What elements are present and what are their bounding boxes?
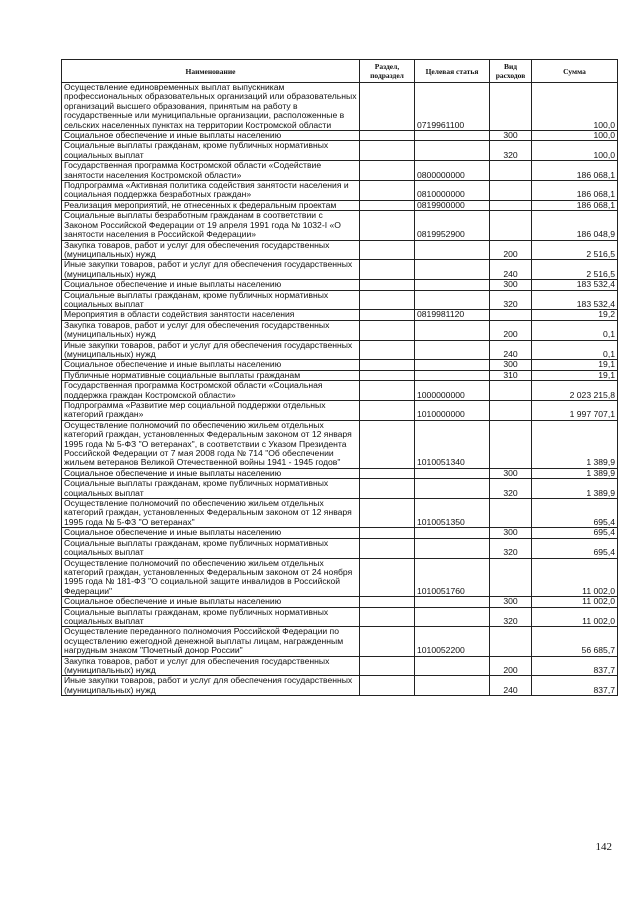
cell-expense-type: 310	[490, 370, 532, 380]
header-row	[62, 60, 618, 83]
cell-section	[360, 420, 415, 468]
cell-expense-type: 300	[490, 528, 532, 538]
table-row	[62, 676, 618, 696]
table-row	[62, 211, 618, 240]
cell-target	[415, 240, 490, 260]
cell-target: 0819900000	[415, 200, 490, 210]
cell-expense-type: 300	[490, 131, 532, 141]
cell-section	[360, 280, 415, 290]
table-row	[62, 381, 618, 401]
table-row	[62, 401, 618, 421]
cell-section	[360, 656, 415, 676]
cell-target: 0819981120	[415, 310, 490, 320]
cell-target	[415, 131, 490, 141]
cell-amount: 1 389,9	[532, 479, 618, 499]
cell-amount: 1 389,9	[532, 468, 618, 478]
cell-target	[415, 528, 490, 538]
cell-section	[360, 381, 415, 401]
cell-amount: 695,4	[532, 499, 618, 528]
cell-section	[360, 538, 415, 558]
cell-amount: 1 389,9	[532, 420, 618, 468]
cell-amount: 186 068,1	[532, 200, 618, 210]
header-amount: Сумма	[532, 60, 618, 83]
cell-section	[360, 558, 415, 597]
cell-amount: 19,1	[532, 370, 618, 380]
cell-expense-type	[490, 627, 532, 656]
cell-amount: 1 997 707,1	[532, 401, 618, 421]
cell-target: 1010052200	[415, 627, 490, 656]
cell-expense-type	[490, 181, 532, 201]
cell-target: 0800000000	[415, 161, 490, 181]
header-name: Наименование	[62, 60, 360, 83]
cell-target	[415, 141, 490, 161]
cell-expense-type: 320	[490, 479, 532, 499]
cell-target	[415, 607, 490, 627]
cell-section	[360, 528, 415, 538]
cell-target: 1000000000	[415, 381, 490, 401]
cell-target	[415, 360, 490, 370]
cell-target	[415, 290, 490, 310]
table-row	[62, 558, 618, 597]
cell-target	[415, 538, 490, 558]
cell-section	[360, 83, 415, 131]
cell-expense-type	[490, 420, 532, 468]
cell-amount: 186 048,9	[532, 211, 618, 240]
table-row	[62, 131, 618, 141]
cell-expense-type: 320	[490, 290, 532, 310]
cell-amount: 2 516,5	[532, 240, 618, 260]
table-row	[62, 627, 618, 656]
cell-amount: 11 002,0	[532, 607, 618, 627]
table-row	[62, 538, 618, 558]
cell-name: Осуществление полномочий по обеспечению жильем отдельных категорий граждан, установленных Федеральным законом от 12 января 1995 года № 5-ФЗ "О ветеранах", в соответствии с Указом Президента Российской Федерации от 7 мая 2008 года № 714 "Об обеспечении жильем ветеранов Великой Отечественной войны 1941 - 1945 годов"	[62, 420, 360, 468]
cell-name: Иные закупки товаров, работ и услуг для обеспечения государственных (муниципальных) нужд	[62, 676, 360, 696]
cell-expense-type: 320	[490, 538, 532, 558]
cell-amount: 695,4	[532, 538, 618, 558]
cell-name: Осуществление полномочий по обеспечению жильем отдельных категорий граждан, установленных Федеральным законом от 24 ноября 1995 года № 181-ФЗ "О социальной защите инвалидов в Российской Федерации"	[62, 558, 360, 597]
cell-name: Государственная программа Костромской области «Содействие занятости населения Костромской области»	[62, 161, 360, 181]
table-row	[62, 607, 618, 627]
cell-name: Социальное обеспечение и иные выплаты населению	[62, 528, 360, 538]
cell-name: Социальные выплаты гражданам, кроме публичных нормативных социальных выплат	[62, 290, 360, 310]
cell-expense-type	[490, 381, 532, 401]
table-row	[62, 161, 618, 181]
cell-expense-type	[490, 401, 532, 421]
cell-amount: 19,2	[532, 310, 618, 320]
table-row	[62, 310, 618, 320]
cell-expense-type: 200	[490, 320, 532, 340]
cell-name: Закупка товаров, работ и услуг для обеспечения государственных (муниципальных) нужд	[62, 320, 360, 340]
table-row	[62, 141, 618, 161]
cell-name: Социальное обеспечение и иные выплаты населению	[62, 280, 360, 290]
table-row	[62, 499, 618, 528]
cell-target: 0819952900	[415, 211, 490, 240]
cell-section	[360, 141, 415, 161]
table-header	[62, 60, 618, 83]
cell-section	[360, 310, 415, 320]
cell-amount: 186 068,1	[532, 181, 618, 201]
cell-section	[360, 240, 415, 260]
table-row	[62, 360, 618, 370]
cell-target	[415, 340, 490, 360]
table-row	[62, 83, 618, 131]
cell-amount: 100,0	[532, 141, 618, 161]
cell-name: Социальные выплаты гражданам, кроме публичных нормативных социальных выплат	[62, 141, 360, 161]
cell-amount: 100,0	[532, 83, 618, 131]
cell-amount: 2 023 215,8	[532, 381, 618, 401]
cell-expense-type: 300	[490, 597, 532, 607]
cell-name: Социальное обеспечение и иные выплаты населению	[62, 131, 360, 141]
cell-amount: 837,7	[532, 656, 618, 676]
cell-name: Осуществление единовременных выплат выпускникам профессиональных образовательных организаций или образовательных организаций высшего образования, принятым на работу в государственные или муниципальные организации, расположенные в сельских населенных пунктах на территории Костромской области	[62, 83, 360, 131]
cell-expense-type	[490, 161, 532, 181]
cell-name: Осуществление полномочий по обеспечению жильем отдельных категорий граждан, установленных Федеральным законом от 12 января 1995 года № 5-ФЗ "О ветеранах"	[62, 499, 360, 528]
cell-amount: 11 002,0	[532, 597, 618, 607]
cell-amount: 695,4	[532, 528, 618, 538]
cell-section	[360, 370, 415, 380]
table-row	[62, 479, 618, 499]
cell-target	[415, 676, 490, 696]
cell-expense-type	[490, 200, 532, 210]
cell-amount: 837,7	[532, 676, 618, 696]
cell-amount: 100,0	[532, 131, 618, 141]
cell-name: Подпрограмма «Развитие мер социальной поддержки отдельных категорий граждан»	[62, 401, 360, 421]
cell-section	[360, 401, 415, 421]
table-row	[62, 240, 618, 260]
cell-amount: 0,1	[532, 340, 618, 360]
cell-target: 1010000000	[415, 401, 490, 421]
cell-expense-type: 320	[490, 607, 532, 627]
cell-amount: 11 002,0	[532, 558, 618, 597]
cell-name: Закупка товаров, работ и услуг для обеспечения государственных (муниципальных) нужд	[62, 656, 360, 676]
cell-expense-type	[490, 211, 532, 240]
cell-expense-type: 200	[490, 656, 532, 676]
cell-name: Государственная программа Костромской области «Социальная поддержка граждан Костромской области»	[62, 381, 360, 401]
cell-amount: 2 516,5	[532, 260, 618, 280]
cell-expense-type	[490, 499, 532, 528]
cell-section	[360, 200, 415, 210]
table-row	[62, 597, 618, 607]
cell-section	[360, 607, 415, 627]
cell-target	[415, 468, 490, 478]
cell-section	[360, 479, 415, 499]
cell-expense-type: 200	[490, 240, 532, 260]
cell-expense-type: 320	[490, 141, 532, 161]
table-body	[62, 83, 618, 696]
cell-amount: 19,1	[532, 360, 618, 370]
cell-name: Социальные выплаты гражданам, кроме публичных нормативных социальных выплат	[62, 607, 360, 627]
cell-target	[415, 320, 490, 340]
cell-target: 1010051350	[415, 499, 490, 528]
cell-target	[415, 370, 490, 380]
table-row	[62, 260, 618, 280]
cell-amount: 0,1	[532, 320, 618, 340]
header-expense-type: Вид расходов	[490, 60, 532, 83]
cell-target: 0810000000	[415, 181, 490, 201]
table-row	[62, 468, 618, 478]
header-target: Целевая статья	[415, 60, 490, 83]
table-row	[62, 320, 618, 340]
table-row	[62, 290, 618, 310]
cell-name: Осуществление переданного полномочия Российской Федерации по осуществлению ежегодной денежной выплаты лицам, награжденным нагрудным знаком "Почетный донор России"	[62, 627, 360, 656]
table-row	[62, 200, 618, 210]
table-row	[62, 181, 618, 201]
cell-expense-type: 300	[490, 468, 532, 478]
cell-expense-type	[490, 558, 532, 597]
budget-table	[61, 59, 618, 696]
cell-name: Публичные нормативные социальные выплаты гражданам	[62, 370, 360, 380]
cell-section	[360, 320, 415, 340]
cell-name: Иные закупки товаров, работ и услуг для обеспечения государственных (муниципальных) нужд	[62, 340, 360, 360]
cell-target: 0719961100	[415, 83, 490, 131]
cell-target: 1010051340	[415, 420, 490, 468]
table-row	[62, 280, 618, 290]
cell-section	[360, 499, 415, 528]
table-row	[62, 656, 618, 676]
cell-section	[360, 181, 415, 201]
cell-expense-type: 240	[490, 260, 532, 280]
cell-amount: 183 532,4	[532, 290, 618, 310]
table-row	[62, 340, 618, 360]
cell-section	[360, 290, 415, 310]
cell-amount: 186 068,1	[532, 161, 618, 181]
cell-section	[360, 627, 415, 656]
cell-name: Социальные выплаты гражданам, кроме публичных нормативных социальных выплат	[62, 479, 360, 499]
cell-expense-type	[490, 83, 532, 131]
page-number: 142	[595, 841, 612, 853]
table-row	[62, 370, 618, 380]
cell-expense-type	[490, 310, 532, 320]
cell-target	[415, 656, 490, 676]
header-section: Раздел, подраздел	[360, 60, 415, 83]
cell-expense-type: 240	[490, 340, 532, 360]
cell-section	[360, 131, 415, 141]
cell-name: Реализация мероприятий, не отнесенных к федеральным проектам	[62, 200, 360, 210]
cell-section	[360, 597, 415, 607]
cell-section	[360, 161, 415, 181]
cell-target	[415, 260, 490, 280]
cell-name: Социальное обеспечение и иные выплаты населению	[62, 597, 360, 607]
cell-section	[360, 676, 415, 696]
cell-expense-type: 300	[490, 360, 532, 370]
cell-target	[415, 479, 490, 499]
table-row	[62, 420, 618, 468]
cell-amount: 183 532,4	[532, 280, 618, 290]
cell-name: Подпрограмма «Активная политика содействия занятости населения и социальная поддержка безработных граждан»	[62, 181, 360, 201]
cell-name: Иные закупки товаров, работ и услуг для обеспечения государственных (муниципальных) нужд	[62, 260, 360, 280]
cell-target	[415, 280, 490, 290]
cell-name: Мероприятия в области содействия занятости населения	[62, 310, 360, 320]
cell-name: Закупка товаров, работ и услуг для обеспечения государственных (муниципальных) нужд	[62, 240, 360, 260]
cell-section	[360, 340, 415, 360]
cell-name: Социальные выплаты гражданам, кроме публичных нормативных социальных выплат	[62, 538, 360, 558]
cell-target: 1010051760	[415, 558, 490, 597]
cell-section	[360, 468, 415, 478]
cell-section	[360, 360, 415, 370]
table-row	[62, 528, 618, 538]
cell-expense-type: 300	[490, 280, 532, 290]
cell-name: Социальные выплаты безработным гражданам в соответствии с Законом Российской Федерации от 19 апреля 1991 года № 1032-I «О занятости населения в Российской Федерации»	[62, 211, 360, 240]
cell-name: Социальное обеспечение и иные выплаты населению	[62, 468, 360, 478]
cell-expense-type: 240	[490, 676, 532, 696]
cell-target	[415, 597, 490, 607]
cell-name: Социальное обеспечение и иные выплаты населению	[62, 360, 360, 370]
cell-section	[360, 260, 415, 280]
cell-amount: 56 685,7	[532, 627, 618, 656]
cell-section	[360, 211, 415, 240]
